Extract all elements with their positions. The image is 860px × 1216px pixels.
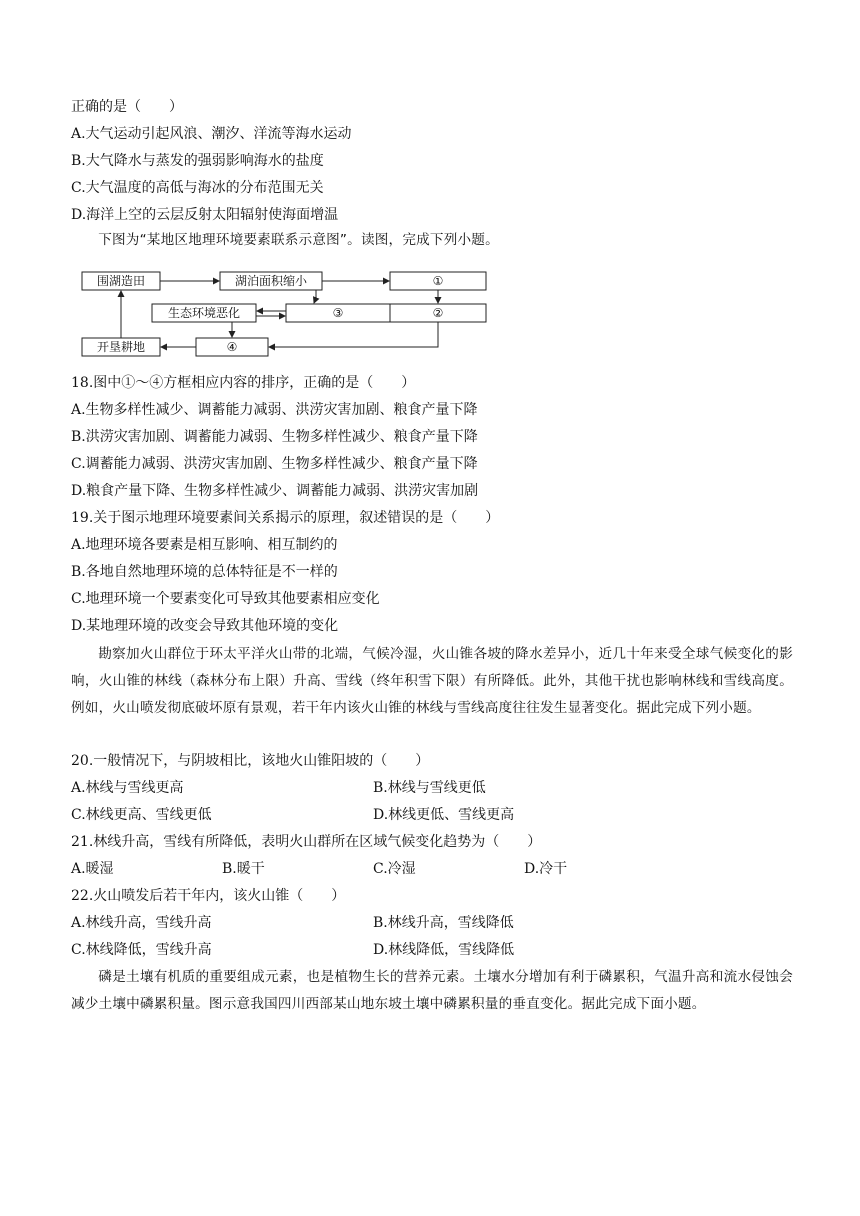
q20-option-b: B.林线与雪线更低: [373, 780, 486, 796]
q21-option-a: A.暖湿: [71, 861, 114, 877]
q17-option-a: A.大气运动引起风浪、潮汐、洋流等海水运动: [71, 126, 352, 142]
box-4-label: ④: [226, 340, 238, 354]
q20-stem: 20.一般情况下，与阴坡相比，该地火山锥阳坡的（ ）: [71, 753, 430, 769]
intro-18-19: 下图为“某地区地理环境要素联系示意图”。读图，完成下列小题。: [98, 232, 499, 248]
q17-option-b: B.大气降水与蒸发的强弱影响海水的盐度: [71, 153, 324, 169]
q21-option-c: C.冷湿: [373, 861, 416, 877]
geo-element-diagram: [78, 268, 498, 360]
q19-option-a: A.地理环境各要素是相互影响、相互制约的: [71, 537, 338, 553]
q17-option-d: D.海洋上空的云层反射太阳辐射使海面增温: [71, 207, 339, 223]
q19-option-d: D.某地理环境的改变会导致其他环境的变化: [71, 618, 339, 634]
box-3-label: ③: [332, 306, 344, 320]
q22-option-b: B.林线升高，雪线降低: [373, 915, 514, 931]
q19-stem: 19.关于图示地理环境要素间关系揭示的原理，叙述错误的是（ ）: [71, 510, 500, 526]
q21-option-d: D.冷干: [524, 861, 568, 877]
q21-option-b: B.暖干: [222, 861, 265, 877]
q18-stem: 18.图中①～④方框相应内容的排序，正确的是（ ）: [71, 375, 416, 391]
box-farm-label: 开垦耕地: [96, 340, 146, 354]
q18-option-c: C.调蓄能力减弱、洪涝灾害加剧、生物多样性减少、粮食产量下降: [71, 456, 478, 472]
q17-option-c: C.大气温度的高低与海冰的分布范围无关: [71, 180, 324, 196]
q22-option-a: A.林线升高，雪线升高: [71, 915, 212, 931]
q20-option-d: D.林线更低、雪线更高: [373, 807, 515, 823]
box-1-label: ①: [432, 274, 444, 288]
q18-option-b: B.洪涝灾害加剧、调蓄能力减弱、生物多样性减少、粮食产量下降: [71, 429, 478, 445]
q17-stem-end: 正确的是（ ）: [71, 99, 183, 115]
q21-stem: 21.林线升高，雪线有所降低，表明火山群所在区域气候变化趋势为（ ）: [71, 834, 542, 850]
intro-20-22: 勘察加火山群位于环太平洋火山带的北端，气候冷湿，火山锥各坡的降水差异小，近几十年来受全球气候变化的影响，火山锥的林线（森林分布上限）升高、雪线（终年积雪下限）有所降低。此外，其他干扰也影响林线和雪线高度。例如，火山喷发彻底破坏原有景观，若干年内该火山锥的林线与雪线高度往往发生显著变化。据此完成下列小题。: [71, 646, 793, 716]
q20-option-a: A.林线与雪线更高: [71, 780, 184, 796]
q19-option-b: B.各地自然地理环境的总体特征是不一样的: [71, 564, 338, 580]
q18-option-d: D.粮食产量下降、生物多样性减少、调蓄能力减弱、洪涝灾害加剧: [71, 483, 479, 499]
box-2-label: ②: [432, 306, 444, 320]
intro-phosphorus: 磷是土壤有机质的重要组成元素，也是植物生长的营养元素。土壤水分增加有利于磷累积，气温升高和流水侵蚀会减少土壤中磷累积量。图示意我国四川西部某山地东坡土壤中磷累积量的垂直变化。据此完成下面小题。: [71, 969, 793, 1012]
q19-option-c: C.地理环境一个要素变化可导致其他要素相应变化: [71, 591, 380, 607]
q22-option-d: D.林线降低，雪线降低: [373, 942, 515, 958]
box-eco-label: 生态环境恶化: [167, 306, 241, 320]
box-lake-label: 湖泊面积缩小: [234, 274, 308, 288]
q22-option-c: C.林线降低，雪线升高: [71, 942, 212, 958]
q20-option-c: C.林线更高、雪线更低: [71, 807, 212, 823]
q22-stem: 22.火山喷发后若干年内，该火山锥（ ）: [71, 888, 346, 904]
q18-option-a: A.生物多样性减少、调蓄能力减弱、洪涝灾害加剧、粮食产量下降: [71, 402, 478, 418]
box-reclaim-label: 围湖造田: [96, 274, 146, 288]
